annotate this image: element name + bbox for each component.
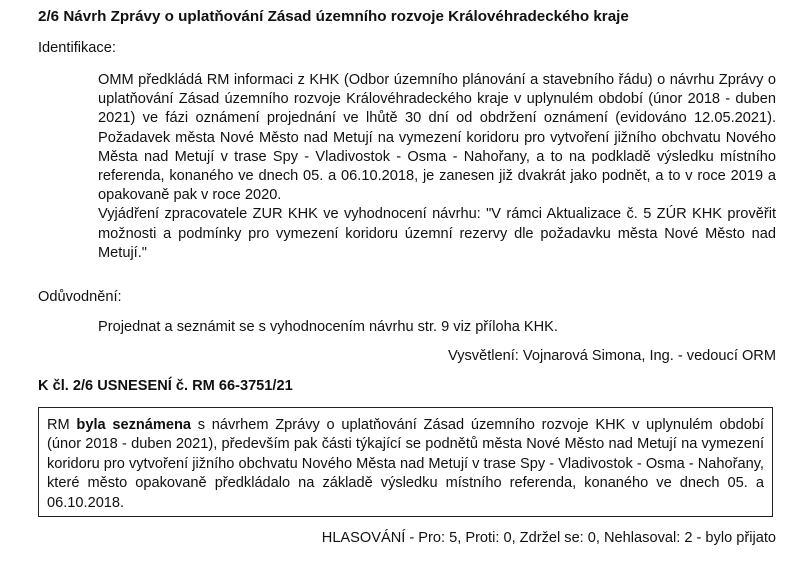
resolution-text: s návrhem Zprávy o uplatňování Zásad územního rozvoje KHK v uplynulém období (únor 2018 - duben 2021), především pak části týkající se podnětů města Nové Město nad Metují na vymezení koridoru pro vytvoření jižního obchvatu Nového Města nad Metují v trase Spy - Vladivostok - Osma - Nahořany, které město opakovaně předkládalo na základě výsledku místního referenda, konaného ve dnech 05. a 06.10.2018. xyxy=(47,417,764,511)
identification-paragraph-2: Vyjádření zpracovatele ZUR KHK ve vyhodnocení návrhu: "V rámci Aktualizace č. 5 ZÚR KHK prověřit možnosti a podmínky pro vymezení koridoru územní rezervy dle požadavku města Nové Město nad Metují." xyxy=(98,206,776,261)
resolution-box xyxy=(38,407,773,517)
voting-result: HLASOVÁNÍ - Pro: 5, Proti: 0, Zdržel se: 0, Nehlasoval: 2 - bylo přijato xyxy=(321,530,776,546)
agenda-item-title: 2/6 Návrh Zprávy o uplatňování Zásad územního rozvoje Královéhradeckého kraje xyxy=(38,8,629,25)
justification-text: Projednat a seznámit se s vyhodnocením návrhu str. 9 viz příloha KHK. xyxy=(98,319,558,335)
explanation-line: Vysvětlení: Vojnarová Simona, Ing. - vedoucí ORM xyxy=(448,348,776,364)
resolution-prefix: RM xyxy=(47,417,77,433)
identification-label: Identifikace: xyxy=(38,40,116,56)
identification-paragraph-1: OMM předkládá RM informaci z KHK (Odbor územního plánování a stavebního řádu) o návrhu Zprávy o uplatňování Zásad územního rozvoje Královéhradeckého kraje v uplynulém období (únor 2018 - duben 2021) ve fázi oznámení projednání ve lhůtě 30 dní od obdržení oznámení (evidováno 12.05.2021). Požadavek města Nové Město nad Metují na vymezení koridoru pro vytvoření jižního obchvatu Nového Města nad Metují v trase Spy - Vladivostok - Osma - Nahořany, a to na podkladě výsledku místního referenda, konaného ve dnech 05. a 06.10.2018, je zanesen již dvakrát jako podnět, a to v roce 2019 a opakovaně pak v roce 2020. xyxy=(98,72,776,204)
resolution-bold: byla seznámena xyxy=(76,417,192,433)
justification-label: Odůvodnění: xyxy=(38,289,122,305)
identification-text xyxy=(98,71,776,263)
resolution-heading: K čl. 2/6 USNESENÍ č. RM 66-3751/21 xyxy=(38,378,293,394)
